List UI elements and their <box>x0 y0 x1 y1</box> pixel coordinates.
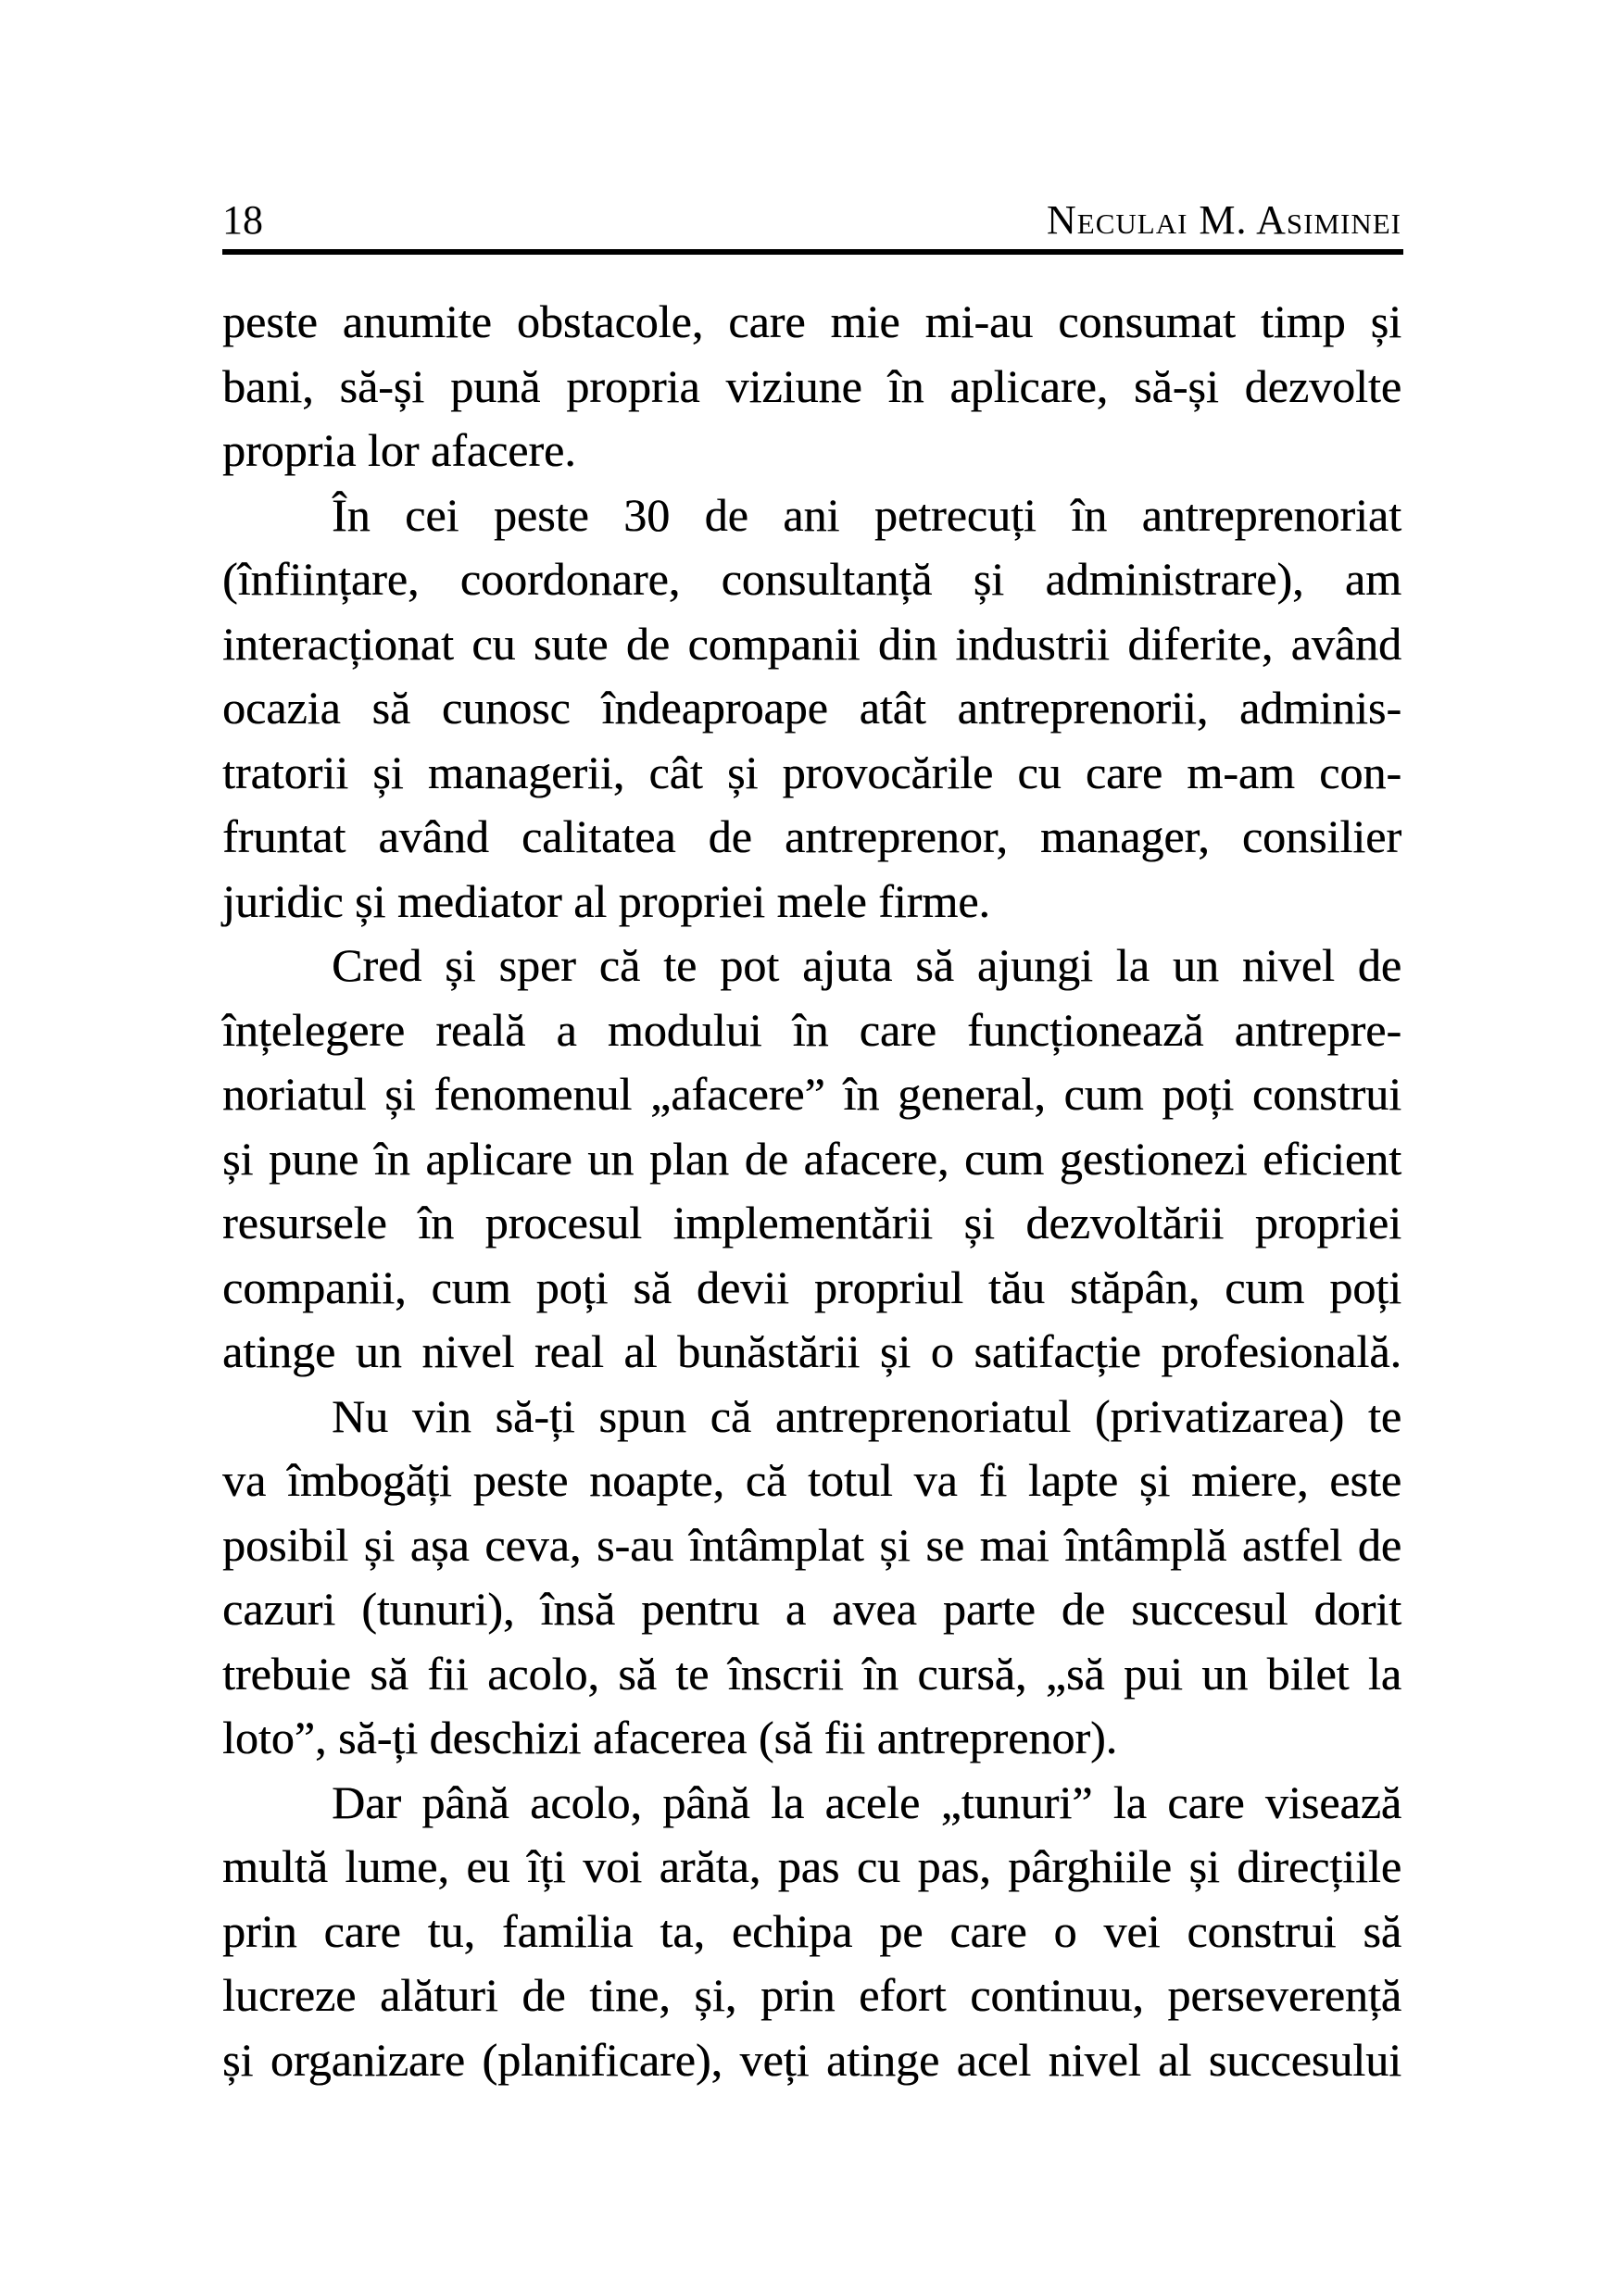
body-line: trebuie să fii acolo, să te înscrii în cursă, „să pui un bilet la <box>222 1647 1401 1700</box>
body-line: (înființare, coordonare, consultanță și administrare), am <box>222 553 1401 605</box>
body-line: atinge un nivel real al bunăstării și o satifacție profesională. <box>222 1325 1401 1377</box>
body-line: noriatul și fenomenul „afacere” în general, cum poți construi <box>222 1068 1401 1120</box>
body-line: interacționat cu sute de companii din industrii diferite, având <box>222 617 1401 670</box>
body-line: și pune în aplicare un plan de afacere, cum gestionezi eficient <box>222 1132 1401 1185</box>
body-line: va îmbogăți peste noapte, că totul va fi lapte și miere, este <box>222 1454 1401 1506</box>
body-line: cazuri (tunuri), însă pentru a avea parte de succesul dorit <box>222 1583 1401 1635</box>
header-rule-divider <box>222 249 1403 255</box>
body-line: fruntat având calitatea de antreprenor, manager, consilier <box>222 810 1401 862</box>
body-line: bani, să-și pună propria viziune în aplicare, să-și dezvolte <box>222 359 1401 412</box>
page-header <box>222 196 1401 245</box>
body-line: propria lor afacere. <box>222 424 576 476</box>
body-line: companii, cum poți să devii propriul tău stăpân, cum poți <box>222 1261 1401 1313</box>
body-line: posibil și așa ceva, s-au întâmplat și se mai întâmplă astfel de <box>222 1518 1401 1571</box>
body-line: Nu vin să-ți spun că antreprenoriatul (privatizarea) te <box>332 1389 1401 1442</box>
body-line: și organizare (planificare), veți atinge acel nivel al succesului <box>222 2033 1401 2086</box>
body-line: Dar până acolo, până la acele „tunuri” la care visează <box>332 1775 1401 1828</box>
body-line: înțelegere reală a modului în care funcționează antrepre- <box>222 1003 1401 1056</box>
body-line: Cred și sper că te pot ajuta să ajungi la un nivel de <box>332 939 1401 991</box>
body-line: În cei peste 30 de ani petrecuți în antreprenoriat <box>332 488 1401 541</box>
body-line: peste anumite obstacole, care mie mi-au consumat timp și <box>222 295 1401 347</box>
body-line: ocazia să cunosc îndeaproape atât antreprenorii, adminis- <box>222 682 1401 734</box>
body-line: juridic și mediator al propriei mele firme. <box>222 874 990 927</box>
body-line: lucreze alături de tine, și, prin efort continuu, perseverență <box>222 1969 1401 2021</box>
body-line: loto”, să-ți deschizi afacerea (să fii antreprenor). <box>222 1712 1118 1763</box>
body-line: prin care tu, familia ta, echipa pe care o vei construi să <box>222 1904 1401 1957</box>
running-header-author: Neculai M. Asiminei <box>1047 197 1401 243</box>
body-line: multă lume, eu îți voi arăta, pas cu pas, pârghiile și direcțiile <box>222 1840 1401 1892</box>
body-line: resursele în procesul implementării și dezvoltării propriei <box>222 1197 1401 1248</box>
body-text <box>222 290 1401 2092</box>
body-line: tratorii și managerii, cât și provocările cu care m-am con- <box>222 746 1401 798</box>
page-number: 18 <box>222 197 263 243</box>
